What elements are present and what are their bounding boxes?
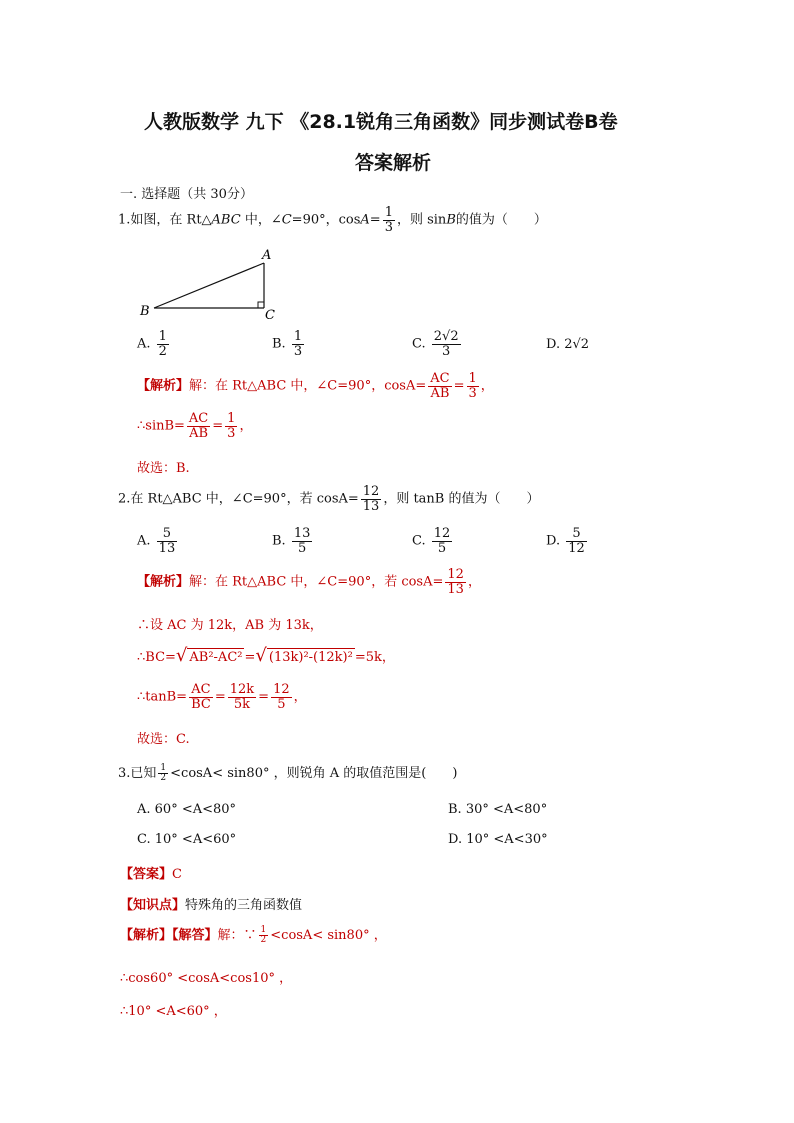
q1-stem-abc: ABC xyxy=(211,212,241,228)
q2-analysis-line1: 【解析】解：在 Rt△ABC 中，∠C=90°，若 cosA= $\frac{12}{13}$ ， xyxy=(137,567,481,597)
q1-stem-text: = xyxy=(369,212,381,228)
q1-analysis-line1: 【解析】解：在 Rt△ABC 中，∠C=90°，cosA= $\frac{AC}{AB}$ = $\frac{1}{3}$ ， xyxy=(137,371,494,401)
q1-option-a[interactable]: A. $\frac{1}{2}$ xyxy=(137,329,167,359)
q1-stem-fraction: $\frac{1}{3}$ xyxy=(384,205,393,235)
q1-stem-text: ，则 sin xyxy=(396,212,447,228)
q3-option-a[interactable]: A. 60° <A<80° xyxy=(137,802,237,817)
q3-analysis-line3: ∴10° <A<60° ， xyxy=(120,1004,227,1019)
q2-option-d[interactable]: D. $\frac{5}{12}$ xyxy=(546,526,585,556)
q1-stem-text: 的值为（ ） xyxy=(455,212,547,228)
q1-option-b[interactable]: B. $\frac{1}{3}$ xyxy=(272,329,303,359)
q3-option-d[interactable]: D. 10° <A<30° xyxy=(448,832,548,847)
vertex-label-b: B xyxy=(140,304,150,319)
q3-option-b[interactable]: B. 30° <A<80° xyxy=(448,802,548,817)
q1-stem-b: B xyxy=(446,212,456,228)
q1-stem-c: C xyxy=(281,212,292,228)
page-title: 人教版数学 九下 《28.1锐角三角函数》同步测试卷B卷 xyxy=(144,111,618,133)
q3-stem: 3.已知 $\frac{1}{2}$ <cosA< sin80° ，则锐角 A 的取值范围是( ) xyxy=(118,762,458,783)
q1-option-c[interactable]: C. $\frac{2√2}{3}$ xyxy=(412,329,459,359)
vertex-label-a: A xyxy=(262,248,272,263)
q1-stem-text: =90°，cos xyxy=(291,212,361,228)
section-heading: 一. 选择题（共 30分） xyxy=(120,187,253,202)
vertex-label-c: C xyxy=(265,308,275,323)
q2-stem: 2.在 Rt△ABC 中，∠C=90°，若 cosA= $\frac{12}{13}$ ，则 tanB 的值为（ ） xyxy=(118,484,540,514)
side-ab xyxy=(154,263,264,308)
right-angle-mark xyxy=(258,302,264,308)
q1-analysis-line2: ∴sinB= $\frac{AC}{AB}$ = $\frac{1}{3}$ ， xyxy=(137,411,253,441)
q1-stem xyxy=(118,206,547,234)
q2-option-b[interactable]: B. $\frac{13}{5}$ xyxy=(272,526,311,556)
q1-stem-a: A xyxy=(360,212,370,228)
q2-analysis-line3: ∴BC=√ AB²-AC² =√ (13k)²-(12k)² =5k， xyxy=(137,645,395,666)
q2-analysis-line4: ∴tanB= $\frac{AC}{BC}$ = $\frac{12k}{5k}$ = $\frac{12}{5}$ ， xyxy=(137,682,307,712)
q1-option-d[interactable]: D. 2√2 xyxy=(546,337,590,352)
q2-option-a[interactable]: A. $\frac{5}{13}$ xyxy=(137,526,176,556)
q1-stem-text: 中，∠ xyxy=(240,212,282,228)
q3-option-c[interactable]: C. 10° <A<60° xyxy=(137,832,237,847)
q1-stem-text: 1.如图，在 Rt△ xyxy=(118,212,212,228)
triangle-figure xyxy=(136,245,286,325)
q3-knowledge-point: 【知识点】特殊角的三角函数值 xyxy=(120,898,303,913)
q2-option-c[interactable]: C. $\frac{12}{5}$ xyxy=(412,526,451,556)
q3-answer: 【答案】C xyxy=(120,867,182,882)
q2-analysis-line2: ∴设 AC 为 12k，AB 为 13k， xyxy=(137,618,323,633)
q1-analysis-line3: 故选：B. xyxy=(137,461,190,476)
q3-analysis-line1: 【解析】【解答】解：∵ $\frac{1}{2}$ <cosA< sin80° ， xyxy=(120,924,387,945)
page-subtitle: 答案解析 xyxy=(355,152,432,174)
q3-analysis-line2: ∴cos60° <cosA<cos10° ， xyxy=(120,971,293,986)
q2-analysis-line5: 故选：C. xyxy=(137,732,190,747)
